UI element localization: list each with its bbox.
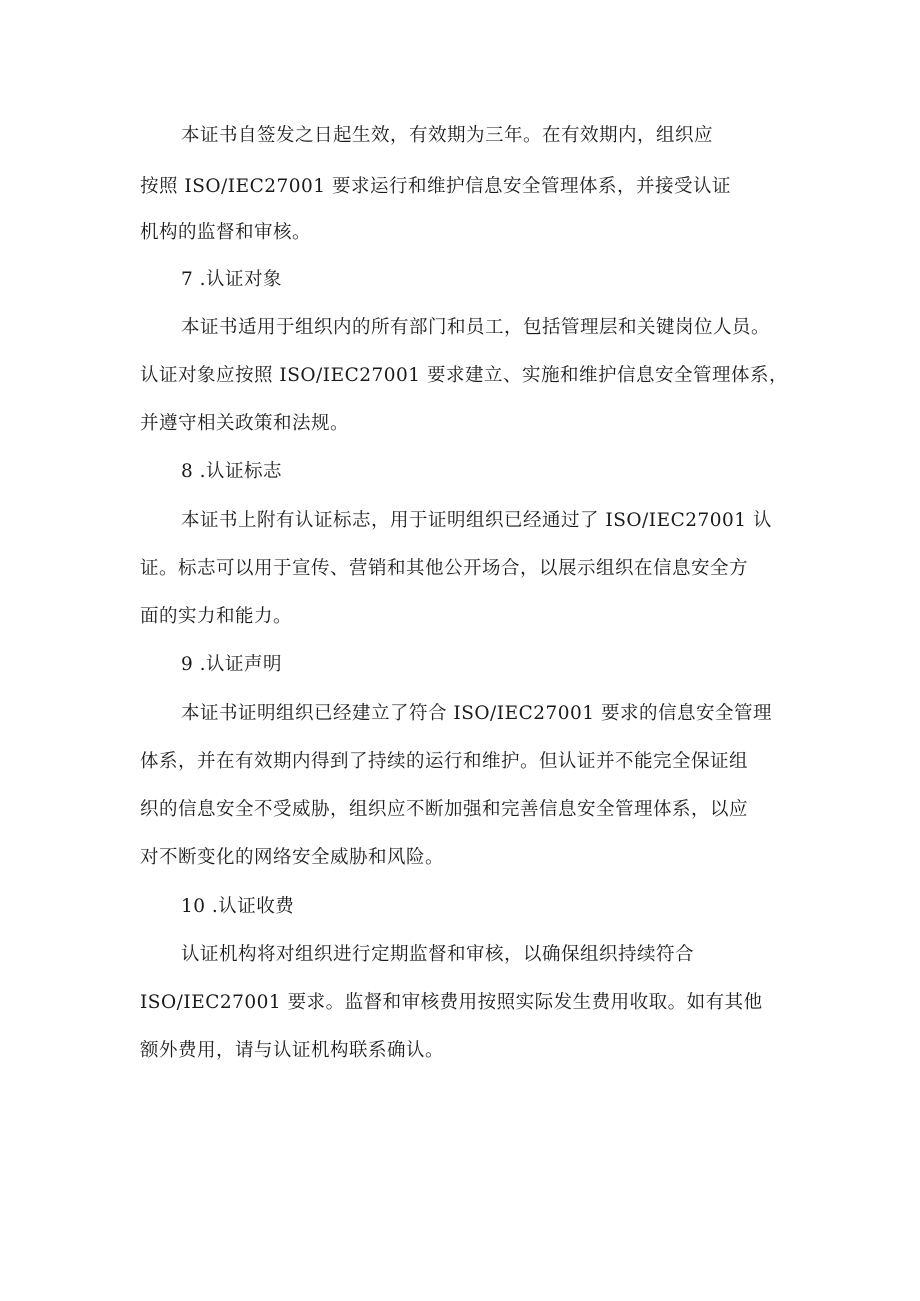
paragraph-line: 体系，并在有效期内得到了持续的运行和维护。但认证并不能完全保证组	[140, 751, 749, 772]
paragraph-line: 面的实力和能力。	[140, 606, 293, 627]
paragraph-line: 本证书适用于组织内的所有部门和员工，包括管理层和关键岗位人员。	[181, 317, 771, 338]
paragraph-line: 织的信息安全不受威胁，组织应不断加强和完善信息安全管理体系，以应	[140, 799, 749, 820]
section-heading: 8 .认证标志	[181, 461, 283, 482]
paragraph-line: 本证书自签发之日起生效，有效期为三年。在有效期内，组织应	[181, 125, 714, 146]
paragraph-line: 额外费用，请与认证机构联系确认。	[140, 1040, 445, 1061]
section-heading: 10 .认证收费	[181, 896, 295, 917]
paragraph-line: 本证书上附有认证标志，用于证明组织已经通过了 ISO/IEC27001 认	[181, 510, 772, 531]
paragraph-line: 认证机构将对组织进行定期监督和审核，以确保组织持续符合	[181, 944, 695, 965]
paragraph-line: 本证书证明组织已经建立了符合 ISO/IEC27001 要求的信息安全管理	[181, 703, 772, 724]
section-heading: 7 .认证对象	[181, 269, 283, 290]
paragraph-line: 并遵守相关政策和法规。	[140, 413, 350, 434]
paragraph-line: 机构的监督和审核。	[140, 222, 312, 243]
section-heading: 9 .认证声明	[181, 654, 283, 675]
paragraph-line: 按照 ISO/IEC27001 要求运行和维护信息安全管理体系，并接受认证	[140, 176, 731, 197]
paragraph-line: 认证对象应按照 ISO/IEC27001 要求建立、实施和维护信息安全管理体系，	[140, 365, 788, 386]
paragraph-line: ISO/IEC27001 要求。监督和审核费用按照实际发生费用收取。如有其他	[140, 992, 763, 1013]
paragraph-line: 证。标志可以用于宣传、营销和其他公开场合，以展示组织在信息安全方	[140, 558, 749, 579]
paragraph-line: 对不断变化的网络安全威胁和风险。	[140, 847, 445, 868]
